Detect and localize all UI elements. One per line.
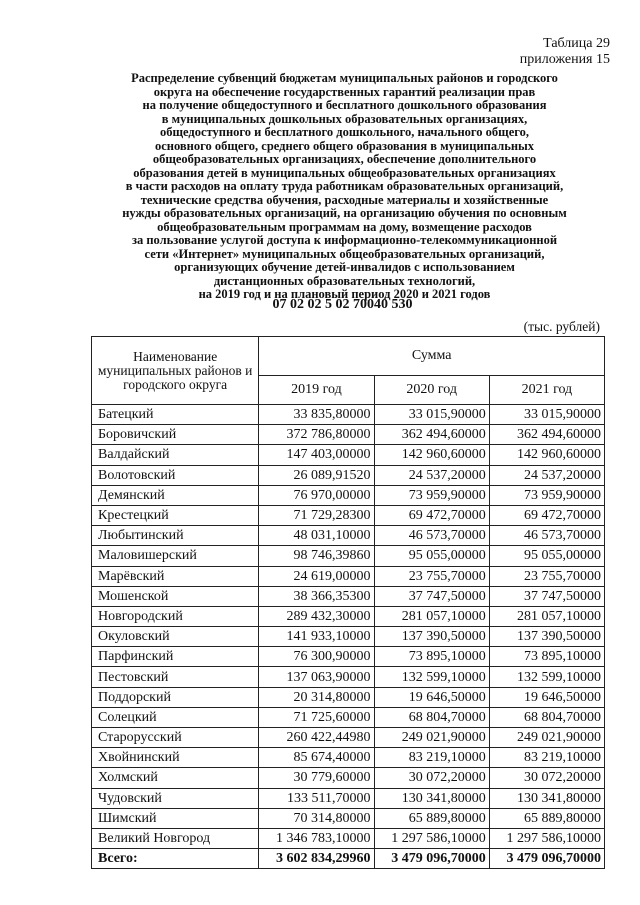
title-line: общедоступного и бесплатного дошкольного, начального общего, [159,125,530,139]
value-2021: 3 479 096,70000 [489,849,604,869]
value-2021: 33 015,90000 [489,405,604,425]
table-row [92,828,605,848]
value-2019: 48 031,10000 [259,526,374,546]
title-line: нужды образовательных организаций, на организацию обучения по основным [122,206,567,220]
value-2020: 3 479 096,70000 [374,849,489,869]
district-name: Батецкий [92,405,259,425]
title-line: организующих обучение детей-инвалидов с использованием [174,260,515,274]
value-2019: 26 089,91520 [259,465,374,485]
value-2021: 46 573,70000 [489,526,604,546]
district-name: Окуловский [92,627,259,647]
value-2019: 71 729,28300 [259,505,374,525]
value-2019: 137 063,90000 [259,667,374,687]
district-name: Марёвский [92,566,259,586]
value-2020: 69 472,70000 [374,505,489,525]
district-name: Валдайский [92,445,259,465]
value-2021: 1 297 586,10000 [489,828,604,848]
table-row [92,505,605,525]
value-2020: 83 219,10000 [374,748,489,768]
value-2019: 133 511,70000 [259,788,374,808]
value-2019: 3 602 834,29960 [259,849,374,869]
appendix-label: приложения 15 [519,52,610,67]
total-row [92,849,605,869]
district-name: Боровичский [92,425,259,445]
value-2020: 65 889,80000 [374,808,489,828]
value-2021: 73 895,10000 [489,647,604,667]
title-line: на получение общедоступного и бесплатного дошкольного образования [142,98,547,112]
value-2020: 132 599,10000 [374,667,489,687]
value-2021: 132 599,10000 [489,667,604,687]
value-2021: 24 537,20000 [489,465,604,485]
title-line: основного общего, среднего общего образования в муниципальных [154,138,535,153]
title-line: дистанционных образовательных технологий, [213,273,476,288]
value-2019: 260 422,44980 [259,728,374,748]
value-2020: 73 895,10000 [374,647,489,667]
document-title [92,72,597,302]
value-2021: 30 072,20000 [489,768,604,788]
table-row [92,768,605,788]
district-name: Солецкий [92,707,259,727]
value-2020: 30 072,20000 [374,768,489,788]
title-line: Распределение субвенций бюджетам муниципальных районов и городского [131,71,558,85]
table-row [92,465,605,485]
district-name: Любытинский [92,526,259,546]
district-name: Холмский [92,768,259,788]
value-2019: 289 432,30000 [259,606,374,626]
value-2020: 24 537,20000 [374,465,489,485]
table-row [92,485,605,505]
table-row [92,808,605,828]
value-2020: 1 297 586,10000 [374,828,489,848]
subvention-table [91,336,605,869]
value-2019: 38 366,35300 [259,586,374,606]
column-header-2021: 2021 год [489,376,604,405]
value-2021: 281 057,10000 [489,606,604,626]
district-name: Демянский [92,485,259,505]
table-row [92,606,605,626]
value-2020: 37 747,50000 [374,586,489,606]
value-2021: 142 960,60000 [489,445,604,465]
value-2021: 73 959,90000 [489,485,604,505]
value-2020: 281 057,10000 [374,606,489,626]
value-2020: 33 015,90000 [374,405,489,425]
district-name: Маловишерский [92,546,259,566]
value-2021: 19 646,50000 [489,687,604,707]
table-row [92,707,605,727]
district-name: Пестовский [92,667,259,687]
value-2019: 33 835,80000 [259,405,374,425]
table-row [92,546,605,566]
value-2021: 69 472,70000 [489,505,604,525]
title-line: общеобразовательным программам на дому, возмещение расходов [157,219,532,234]
title-line: в части расходов на оплату труда работникам образовательных организаций, [125,179,564,193]
value-2021: 37 747,50000 [489,586,604,606]
value-2019: 147 403,00000 [259,445,374,465]
district-name: Всего: [92,849,259,869]
value-2021: 137 390,50000 [489,627,604,647]
title-line: технические средства обучения, расходные материалы и хозяйственные [140,192,549,207]
table-row [92,586,605,606]
table-body [92,405,605,869]
district-name: Парфинский [92,647,259,667]
table-row [92,788,605,808]
value-2020: 19 646,50000 [374,687,489,707]
value-2019: 24 619,00000 [259,566,374,586]
value-2021: 23 755,70000 [489,566,604,586]
value-2020: 137 390,50000 [374,627,489,647]
value-2020: 23 755,70000 [374,566,489,586]
table-row [92,667,605,687]
value-2020: 142 960,60000 [374,445,489,465]
value-2021: 362 494,60000 [489,425,604,445]
value-2020: 130 341,80000 [374,788,489,808]
value-2021: 65 889,80000 [489,808,604,828]
value-2019: 1 346 783,10000 [259,828,374,848]
value-2020: 46 573,70000 [374,526,489,546]
value-2019: 372 786,80000 [259,425,374,445]
table-label: Таблица 29 [543,36,610,51]
value-2019: 30 779,60000 [259,768,374,788]
table-row [92,687,605,707]
district-name: Крестецкий [92,505,259,525]
value-2021: 95 055,00000 [489,546,604,566]
value-2020: 68 804,70000 [374,707,489,727]
column-header-sum: Сумма [259,337,605,376]
table-row [92,566,605,586]
table-row [92,748,605,768]
district-name: Шимский [92,808,259,828]
page-header [520,36,610,68]
value-2020: 362 494,60000 [374,425,489,445]
district-name: Мошенской [92,586,259,606]
value-2019: 98 746,39860 [259,546,374,566]
table-row [92,627,605,647]
value-2019: 71 725,60000 [259,707,374,727]
title-line: за пользование услугой доступа к информационно-телекоммуникационной [131,233,558,247]
column-header-name: Наименование муниципальных районов и городского округа [92,337,259,405]
table-row [92,425,605,445]
district-name: Новгородский [92,606,259,626]
district-name: Хвойнинский [92,748,259,768]
table-row [92,647,605,667]
column-header-2020: 2020 год [374,376,489,405]
district-name: Волотовский [92,465,259,485]
title-line: округа на обеспечение государственных гарантий реализации прав [153,84,536,99]
district-name: Великий Новгород [92,828,259,848]
title-line: в муниципальных дошкольных образовательных организациях, [161,111,528,126]
title-line: образования детей в муниципальных общеобразовательных организациях [133,165,556,180]
value-2019: 76 970,00000 [259,485,374,505]
unit-label: (тыс. рублей) [523,319,600,334]
value-2021: 68 804,70000 [489,707,604,727]
title-line: сети «Интернет» муниципальных общеобразовательных организаций, [144,246,545,261]
value-2019: 85 674,40000 [259,748,374,768]
value-2020: 73 959,90000 [374,485,489,505]
district-name: Старорусский [92,728,259,748]
table-row [92,728,605,748]
value-2021: 249 021,90000 [489,728,604,748]
table-row [92,526,605,546]
value-2019: 70 314,80000 [259,808,374,828]
value-2020: 95 055,00000 [374,546,489,566]
value-2021: 130 341,80000 [489,788,604,808]
budget-code: 07 02 02 5 02 70040 530 [272,297,413,312]
column-header-2019: 2019 год [259,376,374,405]
district-name: Чудовский [92,788,259,808]
district-name: Поддорский [92,687,259,707]
value-2019: 76 300,90000 [259,647,374,667]
value-2021: 83 219,10000 [489,748,604,768]
value-2019: 141 933,10000 [259,627,374,647]
title-line: общеобразовательных организациях, обеспечение дополнительного [152,152,537,166]
value-2020: 249 021,90000 [374,728,489,748]
table-row [92,405,605,425]
title-line: на 2019 год и на плановый период 2020 и 2021 годов [198,287,491,301]
value-2019: 20 314,80000 [259,687,374,707]
table-row [92,445,605,465]
